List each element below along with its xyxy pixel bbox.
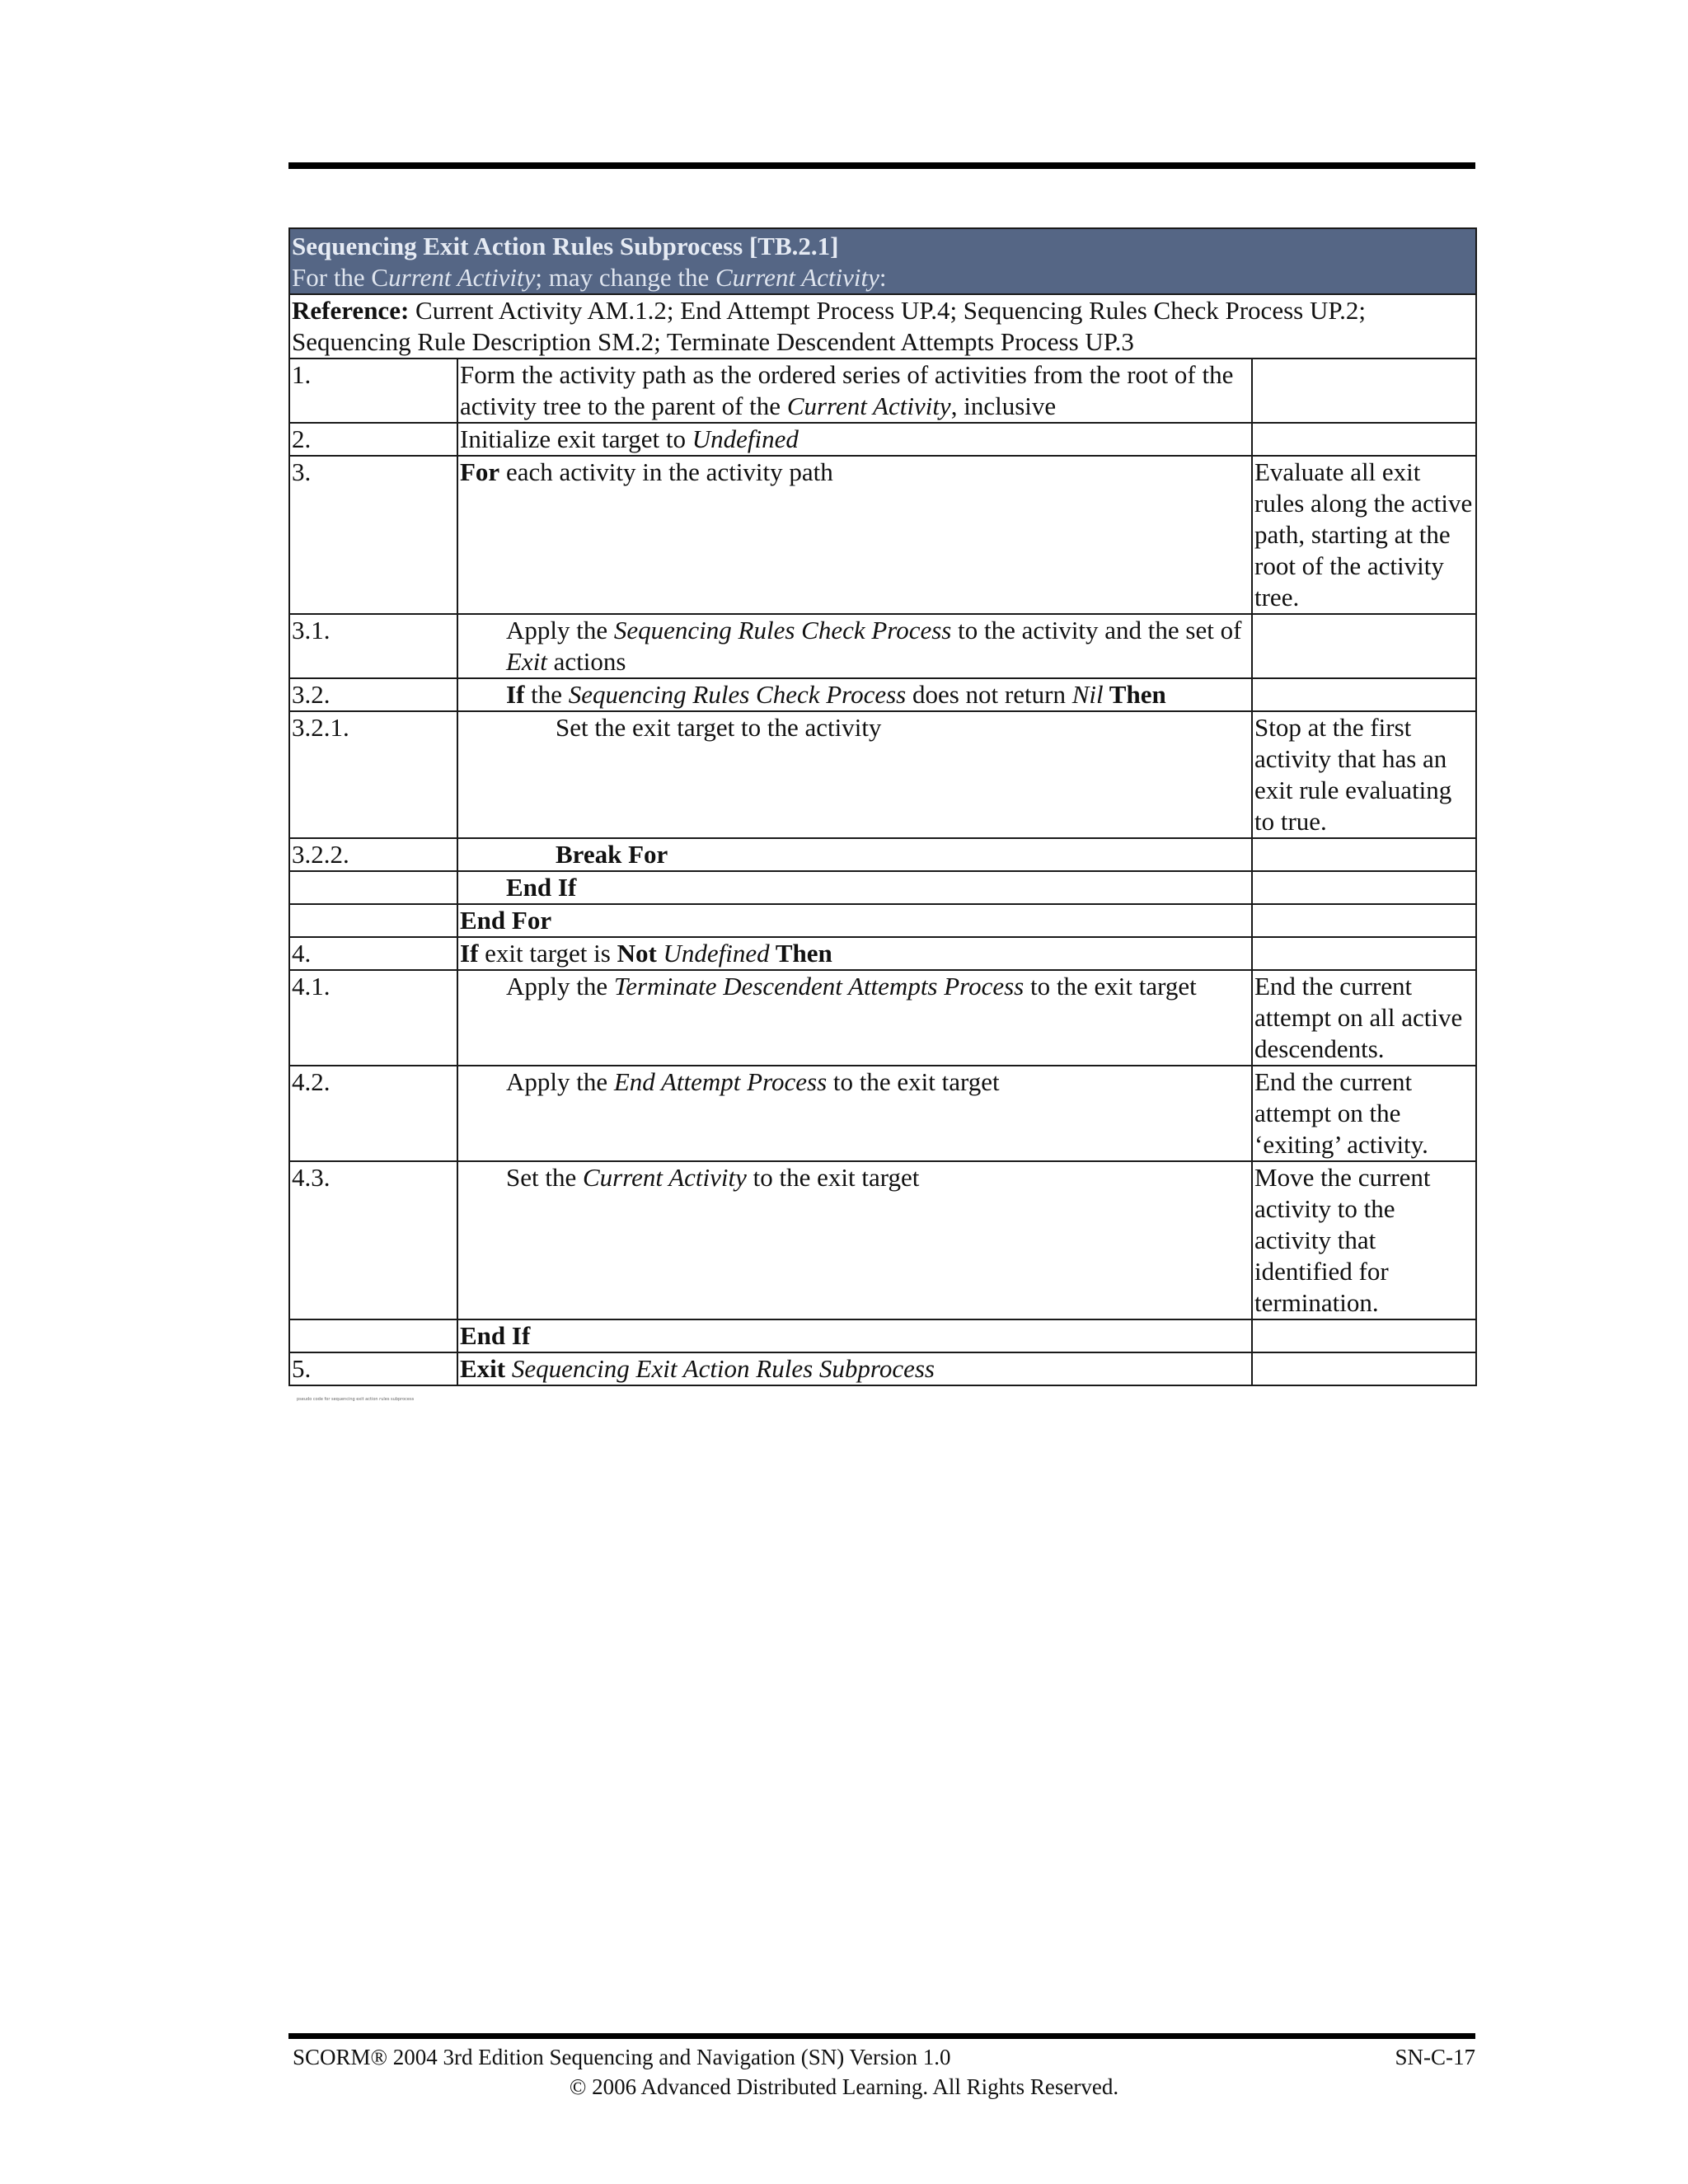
step-number: 3.1. [289,614,457,678]
step-note [1252,359,1476,423]
step-text: Apply the Sequencing Rules Check Process to the activity and the set of Exit actions [457,614,1252,678]
table-row [289,1161,1476,1319]
step-note [1252,1319,1476,1352]
reference-row [289,294,1476,359]
footer-copyright: © 2006 Advanced Distributed Learning. All Rights Reserved. [569,2074,1119,2099]
process-table [288,227,1477,1386]
table-header-row [289,228,1476,294]
step-number: 4.3. [289,1161,457,1319]
step-text: Apply the End Attempt Process to the exit target [457,1066,1252,1161]
step-number: 4. [289,937,457,970]
table-row [289,904,1476,937]
step-note [1252,678,1476,711]
step-text: End For [457,904,1252,937]
table-row [289,1352,1476,1385]
step-text: For each activity in the activity path [457,456,1252,614]
table-row [289,456,1476,614]
header-rule [288,162,1475,169]
step-number: 3. [289,456,457,614]
table-header [289,228,1476,294]
step-note: End the current attempt on all active descendents. [1252,970,1476,1066]
step-number [289,904,457,937]
reference-label: Reference: [292,296,410,325]
step-text: Exit Sequencing Exit Action Rules Subprocess [457,1352,1252,1385]
step-number [289,1319,457,1352]
step-text: Set the Current Activity to the exit target [457,1161,1252,1319]
table-row [289,711,1476,838]
step-note: Move the current activity to the activity that identified for termination. [1252,1161,1476,1319]
step-text: If the Sequencing Rules Check Process does not return Nil Then [457,678,1252,711]
step-note [1252,614,1476,678]
table-row [289,838,1476,871]
step-note: Evaluate all exit rules along the active path, starting at the root of the activity tree. [1252,456,1476,614]
step-note [1252,871,1476,904]
table-row [289,970,1476,1066]
step-number: 1. [289,359,457,423]
step-number: 4.2. [289,1066,457,1161]
table-row [289,1319,1476,1352]
table-row [289,423,1476,456]
step-note [1252,1352,1476,1385]
step-text: End If [457,1319,1252,1352]
table-row [289,1066,1476,1161]
table-row [289,937,1476,970]
figure-alt-text: pseudo code for sequencing exit action rules subprocess [297,1397,415,1402]
step-text: End If [457,871,1252,904]
step-text: Apply the Terminate Descendent Attempts Process to the exit target [457,970,1252,1066]
footer-rule [288,2033,1475,2039]
step-note [1252,937,1476,970]
step-number: 3.2. [289,678,457,711]
footer-document-title: SCORM® 2004 3rd Edition Sequencing and Navigation (SN) Version 1.0 [293,2045,951,2069]
step-text: Form the activity path as the ordered series of activities from the root of the activity tree to the parent of the Current Activity, inclusive [457,359,1252,423]
reference-cell [289,294,1476,359]
table-title: Sequencing Exit Action Rules Subprocess [TB.2.1] [292,232,839,260]
table-row [289,614,1476,678]
step-note [1252,423,1476,456]
table-row [289,678,1476,711]
step-number: 5. [289,1352,457,1385]
page-number: SN-C-17 [1395,2045,1475,2069]
step-number: 3.2.2. [289,838,457,871]
step-text: If exit target is Not Undefined Then [457,937,1252,970]
table-row [289,359,1476,423]
step-text: Set the exit target to the activity [457,711,1252,838]
step-number: 2. [289,423,457,456]
step-note: Stop at the first activity that has an exit rule evaluating to true. [1252,711,1476,838]
step-note [1252,838,1476,871]
step-number: 3.2.1. [289,711,457,838]
reference-text: Current Activity AM.1.2; End Attempt Process UP.4; Sequencing Rules Check Process UP.2; Sequencing Rule Description SM.2; Terminate Descendent Attempts Process UP.3 [292,296,1367,356]
table-subtitle: For the Current Activity; may change the Current Activity: [292,263,887,292]
table-row [289,871,1476,904]
step-note: End the current attempt on the ‘exiting’ activity. [1252,1066,1476,1161]
step-text: Initialize exit target to Undefined [457,423,1252,456]
step-text: Break For [457,838,1252,871]
step-note [1252,904,1476,937]
step-number [289,871,457,904]
step-number: 4.1. [289,970,457,1066]
